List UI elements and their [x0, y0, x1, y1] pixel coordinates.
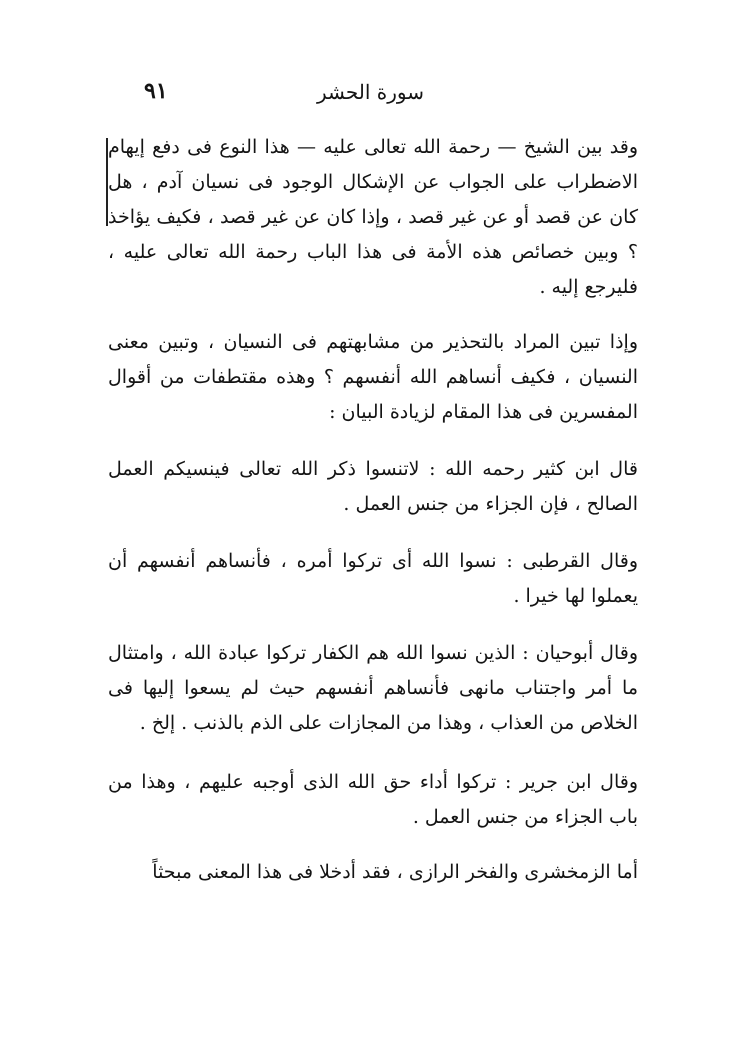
page-number: ٩١ [144, 78, 168, 104]
surah-title: سورة الحشر [316, 80, 424, 104]
paragraph-shaykh: وقد بين الشيخ — رحمة الله تعالى عليه — هذا النوع فى دفع إيهام الاضطراب على الجواب عن الإشكال الوجود فى نسيان آدم ، هل كان عن قصد أو عن غير قصد ، وإذا كان عن غير قصد ، فكيف يؤاخذ ؟ وبين خصائص هذه الأمة فى هذا الباب رحمة الله تعالى عليه ، فليرجع إليه . [108, 136, 638, 298]
paragraph-ibn-jarir: وقال ابن جرير : تركوا أداء حق الله الذى أوجبه عليهم ، وهذا من باب الجزاء من جنس العمل . [108, 771, 638, 828]
page-header [130, 76, 600, 112]
page-body [108, 118, 638, 890]
paragraph-ibn-kathir: قال ابن كثير رحمه الله : لاتنسوا ذكر الله تعالى فينسيكم العمل الصالح ، فإن الجزاء من جنس العمل . [108, 458, 638, 515]
paragraph-forgetting: وإذا تبين المراد بالتحذير من مشابهتهم فى النسيان ، وتبين معنى النسيان ، فكيف أنساهم الله أنفسهم ؟ وهذه مقتطفات من أقوال المفسرين فى هذا المقام لزيادة البيان : [108, 331, 638, 423]
paragraph-abu-hayyan: وقال أبوحيان : الذين نسوا الله هم الكفار تركوا عبادة الله ، وامتثال ما أمر واجتناب مانهى فأنساهم أنفسهم حيث لم يسعوا إليها فى الخلاص من العذاب ، وهذا من المجازات على الذم بالذنب . إلخ . [108, 642, 638, 734]
paragraph-qurtubi: وقال القرطبى : نسوا الله أى تركوا أمره ، فأنساهم أنفسهم أن يعملوا لها خيرا . [108, 550, 638, 607]
paragraph-zamakhshari: أما الزمخشرى والفخر الرازى ، فقد أدخلا فى هذا المعنى مبحثاً [152, 861, 638, 883]
